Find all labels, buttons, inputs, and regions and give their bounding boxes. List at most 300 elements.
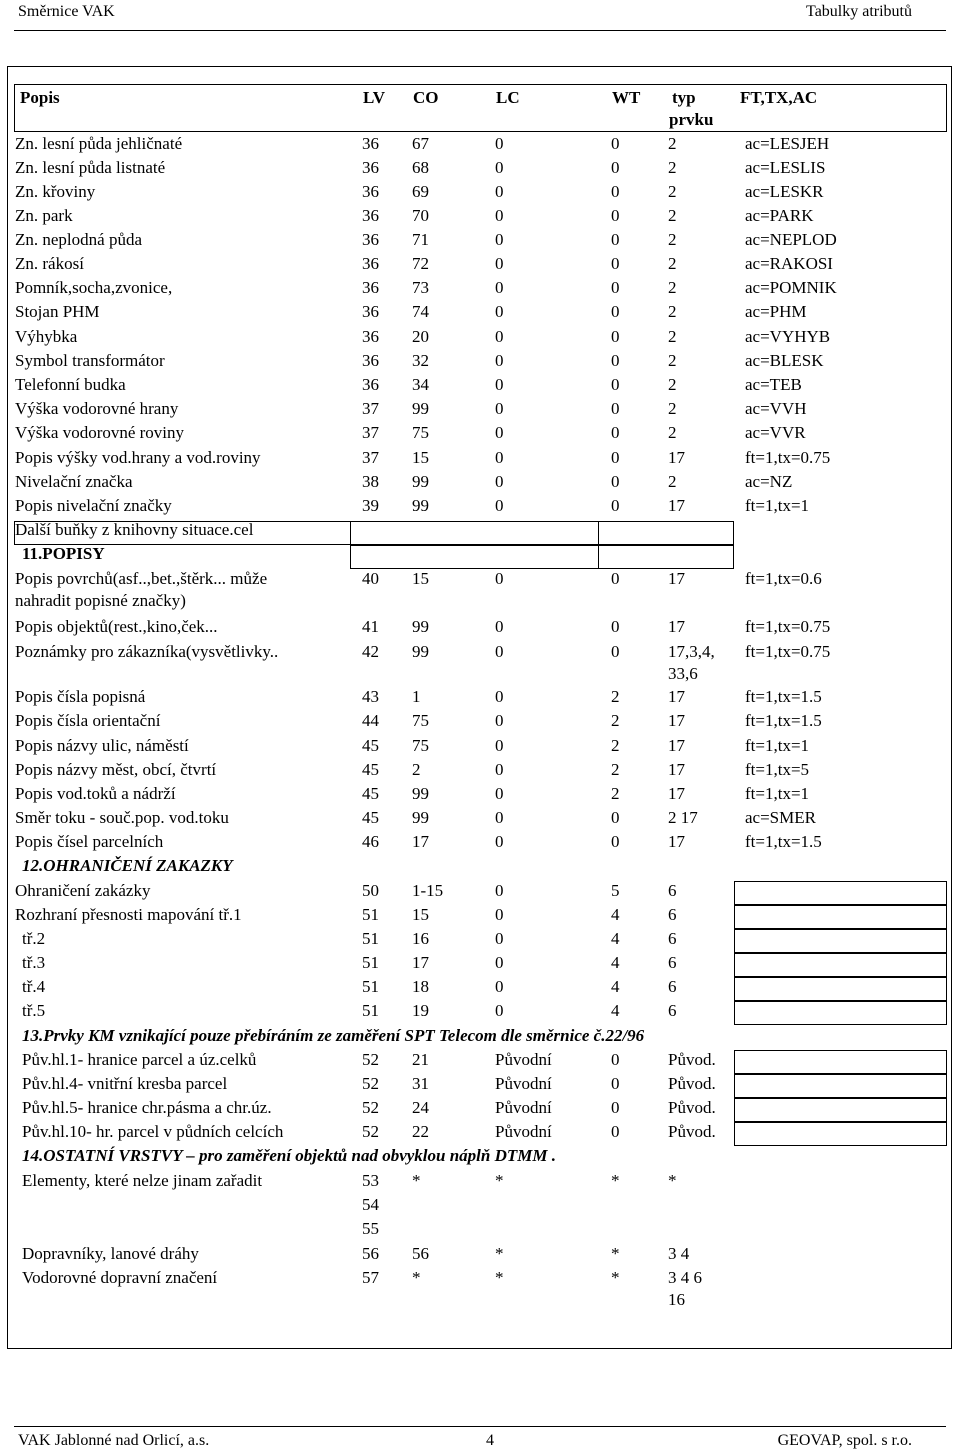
row-lc: 0 bbox=[495, 569, 504, 588]
row-lv: 52 bbox=[362, 1122, 379, 1141]
row-typ: 17 bbox=[668, 617, 685, 636]
footer-rule bbox=[14, 1426, 946, 1427]
row-ft: ft=1,tx=1.5 bbox=[745, 711, 822, 730]
row-ft: ft=1,tx=5 bbox=[745, 760, 810, 779]
row-typ: 17 bbox=[668, 711, 685, 730]
row-typ: Původ. bbox=[668, 1098, 716, 1117]
row-wt: 0 bbox=[611, 569, 620, 588]
row-co: 99 bbox=[412, 784, 429, 803]
row-lv: 37 bbox=[362, 399, 379, 418]
row-wt: 0 bbox=[611, 182, 620, 201]
row-wt: 2 bbox=[611, 760, 620, 779]
row-popis: tř.5 bbox=[22, 1001, 46, 1020]
row-typ: 6 bbox=[668, 953, 677, 972]
row-ft: ft=1,tx=0.75 bbox=[745, 617, 831, 636]
row-wt: 0 bbox=[611, 1074, 620, 1093]
row-lc: 0 bbox=[495, 302, 504, 321]
row-lv: 54 bbox=[362, 1195, 379, 1214]
row-lv: 51 bbox=[362, 929, 379, 948]
row-lv: 45 bbox=[362, 784, 379, 803]
row-wt: 0 bbox=[611, 375, 620, 394]
row-co: 19 bbox=[412, 1001, 429, 1020]
col-popis: Popis bbox=[20, 88, 60, 107]
row-lc: 0 bbox=[495, 1001, 504, 1020]
row-co: 74 bbox=[412, 302, 429, 321]
row-wt: * bbox=[611, 1244, 620, 1263]
row-wt: 0 bbox=[611, 302, 620, 321]
row-wt: 0 bbox=[611, 472, 620, 491]
row-popis: tř.3 bbox=[22, 953, 46, 972]
row-wt: 0 bbox=[611, 230, 620, 249]
row-lc: 0 bbox=[495, 206, 504, 225]
row-lv: 57 bbox=[362, 1268, 379, 1287]
table-header bbox=[14, 84, 947, 132]
empty-cell-box bbox=[734, 1050, 947, 1074]
row-typ: 6 bbox=[668, 905, 677, 924]
row-popis: Symbol transformátor bbox=[15, 351, 165, 370]
footer-right: GEOVAP, spol. s r.o. bbox=[777, 1432, 912, 1449]
row-popis: Popis čísla orientační bbox=[15, 711, 161, 730]
row-typ: 2 bbox=[668, 278, 677, 297]
row-co: * bbox=[412, 1268, 421, 1287]
row-lc: 0 bbox=[495, 760, 504, 779]
row-wt: 4 bbox=[611, 977, 620, 996]
row-wt: 0 bbox=[611, 1098, 620, 1117]
header-right: Tabulky atributů bbox=[806, 3, 912, 20]
row-popis: Telefonní budka bbox=[15, 375, 126, 394]
row-lc: 0 bbox=[495, 351, 504, 370]
row-lv: 36 bbox=[362, 134, 379, 153]
row-wt: 4 bbox=[611, 929, 620, 948]
row-co: 70 bbox=[412, 206, 429, 225]
row-lc: Původní bbox=[495, 1074, 552, 1093]
row-typ: 17 bbox=[668, 569, 685, 588]
row-wt: 2 bbox=[611, 784, 620, 803]
empty-cell-box bbox=[734, 977, 947, 1001]
row-co: 15 bbox=[412, 569, 429, 588]
row-popis: Rozhraní přesnosti mapování tř.1 bbox=[15, 905, 242, 924]
row-ft: ft=1,tx=0.75 bbox=[745, 642, 831, 661]
row-typ: 17 bbox=[668, 736, 685, 755]
row-lv: 51 bbox=[362, 953, 379, 972]
row-popis: Pův.hl.10- hr. parcel v půdních celcích bbox=[22, 1122, 284, 1141]
row-lv: 41 bbox=[362, 617, 379, 636]
row-lc: * bbox=[495, 1171, 504, 1190]
row-popis: 11.POPISY bbox=[22, 544, 105, 563]
row-wt: 2 bbox=[611, 687, 620, 706]
row-wt: 2 bbox=[611, 711, 620, 730]
empty-cell-box bbox=[734, 1098, 947, 1122]
row-co: 99 bbox=[412, 808, 429, 827]
row-lv: 51 bbox=[362, 977, 379, 996]
row-lv: 46 bbox=[362, 832, 379, 851]
row-popis: Ohraničení zakázky bbox=[15, 881, 151, 900]
row-popis: Zn. lesní půda listnaté bbox=[15, 158, 166, 177]
row-ft: ac=LESLIS bbox=[745, 158, 826, 177]
row-lv: 43 bbox=[362, 687, 379, 706]
row-lc: 0 bbox=[495, 327, 504, 346]
row-co: 75 bbox=[412, 711, 429, 730]
row-popis: Popis vod.toků a nádrží bbox=[15, 784, 176, 803]
row-typ: * bbox=[668, 1171, 677, 1190]
row-popis: 12.OHRANIČENÍ ZAKAZKY bbox=[22, 856, 233, 875]
row-typ: 2 bbox=[668, 230, 677, 249]
empty-cell-box bbox=[598, 521, 734, 545]
row-popis: Pův.hl.5- hranice chr.pásma a chr.úz. bbox=[22, 1098, 272, 1117]
row-lc: Původní bbox=[495, 1122, 552, 1141]
row-typ: 6 bbox=[668, 1001, 677, 1020]
row-typ: 6 bbox=[668, 977, 677, 996]
row-co: 24 bbox=[412, 1098, 429, 1117]
row-lc: Původní bbox=[495, 1050, 552, 1069]
row-wt: 0 bbox=[611, 278, 620, 297]
page-footer bbox=[0, 1418, 960, 1453]
row-ft: ft=1,tx=0.6 bbox=[745, 569, 822, 588]
row-co: 22 bbox=[412, 1122, 429, 1141]
row-lc: 0 bbox=[495, 496, 504, 515]
empty-cell-box bbox=[350, 521, 599, 545]
row-co: 21 bbox=[412, 1050, 429, 1069]
col-lv: LV bbox=[363, 88, 386, 107]
row-wt: 0 bbox=[611, 351, 620, 370]
row-wt: 4 bbox=[611, 905, 620, 924]
row-ft: ac=BLESK bbox=[745, 351, 824, 370]
row-ft: ft=1,tx=1 bbox=[745, 784, 810, 803]
row-co: 20 bbox=[412, 327, 429, 346]
row-popis: Výška vodorovné roviny bbox=[15, 423, 185, 442]
row-typ: 2 bbox=[668, 254, 677, 273]
row-typ: 6 bbox=[668, 929, 677, 948]
row-lc: 0 bbox=[495, 448, 504, 467]
row-wt: 0 bbox=[611, 399, 620, 418]
row-popis: Popis názvy ulic, náměstí bbox=[15, 736, 189, 755]
row-lc: 0 bbox=[495, 134, 504, 153]
row-typ: Původ. bbox=[668, 1050, 716, 1069]
row-co: 75 bbox=[412, 423, 429, 442]
row-co: 68 bbox=[412, 158, 429, 177]
row-co: 1-15 bbox=[412, 881, 444, 900]
col-lc: LC bbox=[496, 88, 520, 107]
row-typ: 17 bbox=[668, 496, 685, 515]
empty-cell-box bbox=[734, 1001, 947, 1025]
row-popis: Pomník,socha,zvonice, bbox=[15, 278, 173, 297]
row-lv: 52 bbox=[362, 1050, 379, 1069]
row-lv: 36 bbox=[362, 327, 379, 346]
row-typ: 2 bbox=[668, 182, 677, 201]
empty-cell-box bbox=[350, 545, 599, 569]
row-popis: 14.OSTATNÍ VRSTVY – pro zaměření objektů nad obvyklou náplň DTMM . bbox=[22, 1146, 556, 1165]
row-ft: ac=SMER bbox=[745, 808, 816, 827]
row-typ: 2 bbox=[668, 327, 677, 346]
row-wt: 4 bbox=[611, 1001, 620, 1020]
row-popis: Dopravníky, lanové dráhy bbox=[22, 1244, 199, 1263]
col-ft: FT,TX,AC bbox=[740, 88, 818, 107]
row-popis: Popis povrchů(asf..,bet.,štěrk... může bbox=[15, 569, 268, 588]
row-co: 17 bbox=[412, 832, 429, 851]
row-lv: 36 bbox=[362, 278, 379, 297]
row-popis: tř.4 bbox=[22, 977, 46, 996]
row-popis: 13.Prvky KM vznikající pouze přebíráním ze zaměření SPT Telecom dle směrnice č.22/96 bbox=[22, 1026, 645, 1045]
row-lc: 0 bbox=[495, 808, 504, 827]
row-lc: 0 bbox=[495, 399, 504, 418]
empty-cell-box bbox=[598, 545, 734, 569]
row-lc: * bbox=[495, 1268, 504, 1287]
row-lc: 0 bbox=[495, 230, 504, 249]
row-wt: 0 bbox=[611, 423, 620, 442]
col-wt: WT bbox=[612, 88, 641, 107]
row-typ: 2 bbox=[668, 399, 677, 418]
row-ft: ac=LESJEH bbox=[745, 134, 830, 153]
row-popis: Nivelační značka bbox=[15, 472, 133, 491]
row-lc: 0 bbox=[495, 905, 504, 924]
row-co: 1 bbox=[412, 687, 421, 706]
row-wt: 0 bbox=[611, 1122, 620, 1141]
row-lv: 37 bbox=[362, 448, 379, 467]
col-co: CO bbox=[413, 88, 439, 107]
row-popis-2: nahradit popisné značky) bbox=[15, 591, 186, 610]
row-co: 99 bbox=[412, 642, 429, 661]
row-lc: 0 bbox=[495, 784, 504, 803]
row-lv: 39 bbox=[362, 496, 379, 515]
row-lc: 0 bbox=[495, 642, 504, 661]
row-lc: 0 bbox=[495, 423, 504, 442]
row-lc: 0 bbox=[495, 977, 504, 996]
row-typ: Původ. bbox=[668, 1122, 716, 1141]
row-ft: ac=PARK bbox=[745, 206, 814, 225]
row-popis: Popis čísel parcelních bbox=[15, 832, 164, 851]
row-co: 75 bbox=[412, 736, 429, 755]
row-wt: 0 bbox=[611, 832, 620, 851]
row-lv: 56 bbox=[362, 1244, 379, 1263]
page-number: 4 bbox=[486, 1432, 494, 1449]
row-ft: ft=1,tx=1 bbox=[745, 496, 810, 515]
row-typ: 2 bbox=[668, 134, 677, 153]
header-left: Směrnice VAK bbox=[18, 3, 115, 20]
row-lv: 50 bbox=[362, 881, 379, 900]
col-typ-2: prvku bbox=[669, 110, 714, 129]
row-typ: 2 bbox=[668, 351, 677, 370]
row-lc: 0 bbox=[495, 182, 504, 201]
row-co: 99 bbox=[412, 472, 429, 491]
row-wt: 0 bbox=[611, 642, 620, 661]
row-wt: 0 bbox=[611, 448, 620, 467]
row-ft: ac=LESKR bbox=[745, 182, 824, 201]
row-co: 69 bbox=[412, 182, 429, 201]
row-lc: 0 bbox=[495, 278, 504, 297]
row-wt: * bbox=[611, 1171, 620, 1190]
row-wt: 5 bbox=[611, 881, 620, 900]
row-typ: 17,3,4, bbox=[668, 642, 715, 661]
row-typ: 17 bbox=[668, 760, 685, 779]
row-typ: 17 bbox=[668, 448, 685, 467]
row-typ: 2 bbox=[668, 423, 677, 442]
row-co: 71 bbox=[412, 230, 429, 249]
row-typ: 2 bbox=[668, 375, 677, 394]
row-typ: 6 bbox=[668, 881, 677, 900]
row-wt: 0 bbox=[611, 158, 620, 177]
row-wt: * bbox=[611, 1268, 620, 1287]
row-lc: 0 bbox=[495, 375, 504, 394]
empty-cell-box bbox=[734, 953, 947, 977]
row-wt: 0 bbox=[611, 327, 620, 346]
row-lv: 40 bbox=[362, 569, 379, 588]
row-lv: 38 bbox=[362, 472, 379, 491]
row-wt: 0 bbox=[611, 617, 620, 636]
row-lc: 0 bbox=[495, 929, 504, 948]
row-popis: Elementy, které nelze jinam zařadit bbox=[22, 1171, 263, 1190]
row-ft: ft=1,tx=1 bbox=[745, 736, 810, 755]
empty-cell-box bbox=[734, 881, 947, 905]
row-lv: 55 bbox=[362, 1219, 379, 1238]
row-lv: 36 bbox=[362, 351, 379, 370]
row-wt: 0 bbox=[611, 496, 620, 515]
row-lv: 51 bbox=[362, 1001, 379, 1020]
row-co: 99 bbox=[412, 617, 429, 636]
row-co: 73 bbox=[412, 278, 429, 297]
row-popis: Pův.hl.4- vnitřní kresba parcel bbox=[22, 1074, 228, 1093]
row-ft: ac=VYHYB bbox=[745, 327, 831, 346]
row-lc: 0 bbox=[495, 881, 504, 900]
row-ft: ft=1,tx=1.5 bbox=[745, 687, 822, 706]
row-popis: tř.2 bbox=[22, 929, 46, 948]
row-ft: ac=POMNIK bbox=[745, 278, 837, 297]
row-typ-2: 33,6 bbox=[668, 664, 698, 683]
row-ft: ac=PHM bbox=[745, 302, 807, 321]
row-lc: 0 bbox=[495, 472, 504, 491]
row-lv: 36 bbox=[362, 302, 379, 321]
row-co: 31 bbox=[412, 1074, 429, 1093]
row-ft: ft=1,tx=0.75 bbox=[745, 448, 831, 467]
row-co: 16 bbox=[412, 929, 429, 948]
row-ft: ft=1,tx=1.5 bbox=[745, 832, 822, 851]
row-co: 99 bbox=[412, 399, 429, 418]
col-typ: typ bbox=[672, 88, 696, 107]
row-popis: Stojan PHM bbox=[15, 302, 100, 321]
row-popis: Další buňky z knihovny situace.cel bbox=[15, 520, 254, 539]
row-lv: 45 bbox=[362, 760, 379, 779]
empty-cell-box bbox=[734, 905, 947, 929]
header-rule bbox=[14, 30, 946, 31]
row-lv: 36 bbox=[362, 375, 379, 394]
row-wt: 2 bbox=[611, 736, 620, 755]
row-co: * bbox=[412, 1171, 421, 1190]
row-wt: 4 bbox=[611, 953, 620, 972]
row-lv: 45 bbox=[362, 808, 379, 827]
row-popis: Výška vodorovné hrany bbox=[15, 399, 179, 418]
row-typ: 2 bbox=[668, 158, 677, 177]
row-typ: 3 4 6 bbox=[668, 1268, 702, 1287]
row-co: 17 bbox=[412, 953, 429, 972]
empty-cell-box bbox=[14, 521, 351, 545]
row-typ: 2 bbox=[668, 302, 677, 321]
row-co: 99 bbox=[412, 496, 429, 515]
empty-cell-box bbox=[734, 929, 947, 953]
row-lc: 0 bbox=[495, 687, 504, 706]
row-popis: Výhybka bbox=[15, 327, 78, 346]
row-co: 32 bbox=[412, 351, 429, 370]
row-lc: * bbox=[495, 1244, 504, 1263]
row-co: 2 bbox=[412, 760, 421, 779]
row-lc: 0 bbox=[495, 711, 504, 730]
row-popis: Popis výšky vod.hrany a vod.roviny bbox=[15, 448, 261, 467]
row-co: 18 bbox=[412, 977, 429, 996]
row-typ: 17 bbox=[668, 687, 685, 706]
row-lv: 45 bbox=[362, 736, 379, 755]
row-co: 15 bbox=[412, 448, 429, 467]
row-co: 34 bbox=[412, 375, 429, 394]
row-co: 15 bbox=[412, 905, 429, 924]
row-co: 56 bbox=[412, 1244, 429, 1263]
row-typ: 17 bbox=[668, 784, 685, 803]
row-typ: 2 bbox=[668, 206, 677, 225]
row-popis: Pův.hl.1- hranice parcel a úz.celků bbox=[22, 1050, 257, 1069]
row-co: 72 bbox=[412, 254, 429, 273]
row-popis: Zn. neplodná půda bbox=[15, 230, 142, 249]
row-popis: Popis objektů(rest.,kino,ček... bbox=[15, 617, 218, 636]
row-popis: Zn. křoviny bbox=[15, 182, 96, 201]
footer-left: VAK Jablonné nad Orlicí, a.s. bbox=[18, 1432, 210, 1449]
row-lc: 0 bbox=[495, 617, 504, 636]
row-lv: 36 bbox=[362, 158, 379, 177]
row-lv: 37 bbox=[362, 423, 379, 442]
row-popis: Popis čísla popisná bbox=[15, 687, 146, 706]
row-ft: ac=VVH bbox=[745, 399, 807, 418]
row-lv: 52 bbox=[362, 1074, 379, 1093]
row-popis: Zn. rákosí bbox=[15, 254, 84, 273]
row-lc: 0 bbox=[495, 832, 504, 851]
row-wt: 0 bbox=[611, 134, 620, 153]
row-typ: 3 4 bbox=[668, 1244, 690, 1263]
empty-cell-box bbox=[734, 1074, 947, 1098]
row-typ: 2 bbox=[668, 472, 677, 491]
row-lv: 36 bbox=[362, 230, 379, 249]
empty-cell-box bbox=[734, 1122, 947, 1146]
row-lc: Původní bbox=[495, 1098, 552, 1117]
row-lv: 36 bbox=[362, 254, 379, 273]
row-popis: Popis nivelační značky bbox=[15, 496, 172, 515]
row-popis: Zn. park bbox=[15, 206, 73, 225]
row-typ: 2 17 bbox=[668, 808, 698, 827]
row-lv: 36 bbox=[362, 182, 379, 201]
row-typ: 17 bbox=[668, 832, 685, 851]
row-lc: 0 bbox=[495, 736, 504, 755]
row-typ: Původ. bbox=[668, 1074, 716, 1093]
row-lv: 52 bbox=[362, 1098, 379, 1117]
row-ft: ac=RAKOSI bbox=[745, 254, 833, 273]
row-wt: 0 bbox=[611, 808, 620, 827]
row-ft: ac=NZ bbox=[745, 472, 793, 491]
row-wt: 0 bbox=[611, 206, 620, 225]
row-lc: 0 bbox=[495, 953, 504, 972]
row-typ-2: 16 bbox=[668, 1290, 685, 1309]
row-popis: Vodorovné dopravní značení bbox=[22, 1268, 218, 1287]
row-lv: 36 bbox=[362, 206, 379, 225]
row-popis: Směr toku - souč.pop. vod.toku bbox=[15, 808, 229, 827]
row-lv: 44 bbox=[362, 711, 379, 730]
row-lc: 0 bbox=[495, 254, 504, 273]
row-popis: Zn. lesní půda jehličnaté bbox=[15, 134, 183, 153]
row-co: 67 bbox=[412, 134, 429, 153]
row-wt: 0 bbox=[611, 254, 620, 273]
row-ft: ac=NEPLOD bbox=[745, 230, 837, 249]
row-popis: Poznámky pro zákazníka(vysvětlivky.. bbox=[15, 642, 279, 661]
row-ft: ac=TEB bbox=[745, 375, 802, 394]
row-lv: 53 bbox=[362, 1171, 379, 1190]
row-lc: 0 bbox=[495, 158, 504, 177]
row-lv: 51 bbox=[362, 905, 379, 924]
row-wt: 0 bbox=[611, 1050, 620, 1069]
row-lv: 42 bbox=[362, 642, 379, 661]
